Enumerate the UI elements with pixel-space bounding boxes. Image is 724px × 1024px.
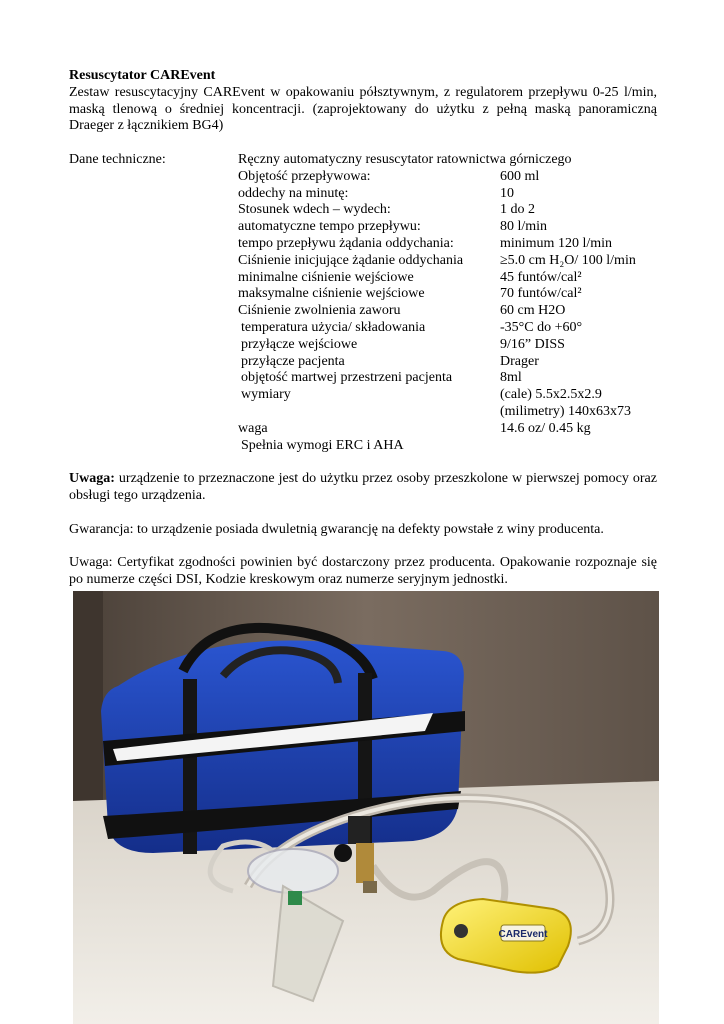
spec-row	[69, 270, 657, 287]
spec-row	[69, 303, 657, 320]
spec-label: minimalne ciśnienie wejściowe	[238, 269, 414, 285]
spec-row	[69, 236, 657, 253]
spec-label: przyłącze pacjenta	[241, 353, 345, 369]
product-photo	[73, 591, 659, 1024]
spec-label: oddechy na minutę:	[238, 185, 349, 201]
spec-label: maksymalne ciśnienie wejściowe	[238, 286, 425, 302]
warning-label: Uwaga:	[69, 471, 115, 487]
spec-value: 70 funtów/cal²	[500, 286, 582, 302]
spec-label: temperatura użycia/ składowania	[241, 319, 426, 335]
certificate-paragraph: Uwaga: Certyfikat zgodności powinien być dostarczony przez producenta. Opakowanie rozpoznaje się po numerze części DSI, Kodzie kreskowym oraz numerze seryjnym jednostki.	[69, 555, 657, 587]
specs-heading: Dane techniczne:	[69, 151, 166, 167]
spec-value: 9/16” DISS	[500, 336, 565, 352]
intro-paragraph: Zestaw resuscytacyjny CAREvent w opakowaniu półsztywnym, z regulatorem przepływu 0-25 l/min, maską tlenową o średniej koncentracji. (zaprojektowany do użytku z pełną maską panoramiczną Draeger z łącznikiem BG4)	[69, 84, 657, 134]
spec-value: 1 do 2	[500, 202, 535, 218]
device-label: CAREvent	[498, 929, 548, 940]
spec-label: Spełnia wymogi ERC i AHA	[241, 437, 404, 453]
document-body	[69, 68, 657, 589]
spec-row	[69, 169, 657, 186]
spec-value: -35°C do +60°	[500, 319, 583, 335]
specs-description: Ręczny automatyczny resuscytator ratownictwa górniczego	[238, 151, 572, 167]
spec-row	[69, 219, 657, 236]
spec-row	[69, 387, 657, 404]
spec-value: (milimetry) 140x63x73	[500, 403, 632, 419]
spec-value: minimum 120 l/min	[500, 235, 613, 251]
spec-label: Ciśnienie zwolnienia zaworu	[238, 303, 401, 319]
spec-label: waga	[238, 420, 268, 436]
document-title: Resuscytator CAREvent	[69, 68, 216, 83]
spec-value: 8ml	[500, 370, 522, 386]
warning-text: urządzenie to przeznaczone jest do użytku przez osoby przeszkolone w pierwszej pomocy oraz obsługi tego urządzenia.	[69, 471, 657, 503]
spec-row	[69, 186, 657, 203]
spec-row	[69, 354, 657, 371]
spec-row	[69, 438, 657, 455]
spec-label: objętość martwej przestrzeni pacjenta	[241, 370, 453, 386]
spec-value: (cale) 5.5x2.5x2.9	[500, 387, 602, 403]
spec-label: wymiary	[241, 387, 291, 403]
spec-label: Ciśnienie inicjujące żądanie oddychania	[238, 252, 464, 268]
warning-paragraph	[69, 471, 657, 505]
spec-label: automatyczne tempo przepływu:	[238, 219, 421, 235]
spec-value: 600 ml	[500, 168, 540, 184]
warranty-paragraph: Gwarancja: to urządzenie posiada dwuletnią gwarancję na defekty powstałe z winy producenta.	[69, 521, 604, 537]
spec-label: tempo przepływu żądania oddychania:	[238, 235, 454, 251]
spec-row	[69, 370, 657, 387]
spec-value: 10	[500, 185, 514, 201]
spec-value: ≥5.0 cm H₂O/ 100 l/min	[500, 252, 636, 268]
spec-value: Drager	[500, 353, 539, 369]
spec-row	[69, 286, 657, 303]
spec-row	[69, 202, 657, 219]
spec-value: 80 l/min	[500, 219, 548, 235]
spec-value: 60 cm H2O	[500, 303, 566, 319]
technical-specs	[69, 152, 657, 454]
spec-row	[69, 337, 657, 354]
spec-label: przyłącze wejściowe	[241, 336, 358, 352]
spec-label: Objętość przepływowa:	[238, 168, 371, 184]
spec-value: 14.6 oz/ 0.45 kg	[500, 420, 591, 436]
spec-row	[69, 253, 657, 270]
spec-label: Stosunek wdech – wydech:	[238, 202, 391, 218]
spec-value: 45 funtów/cal²	[500, 269, 582, 285]
spec-rows	[69, 169, 657, 455]
spec-row	[69, 421, 657, 438]
spec-row	[69, 320, 657, 337]
spec-heading-row	[69, 152, 657, 169]
spec-row	[69, 404, 657, 421]
